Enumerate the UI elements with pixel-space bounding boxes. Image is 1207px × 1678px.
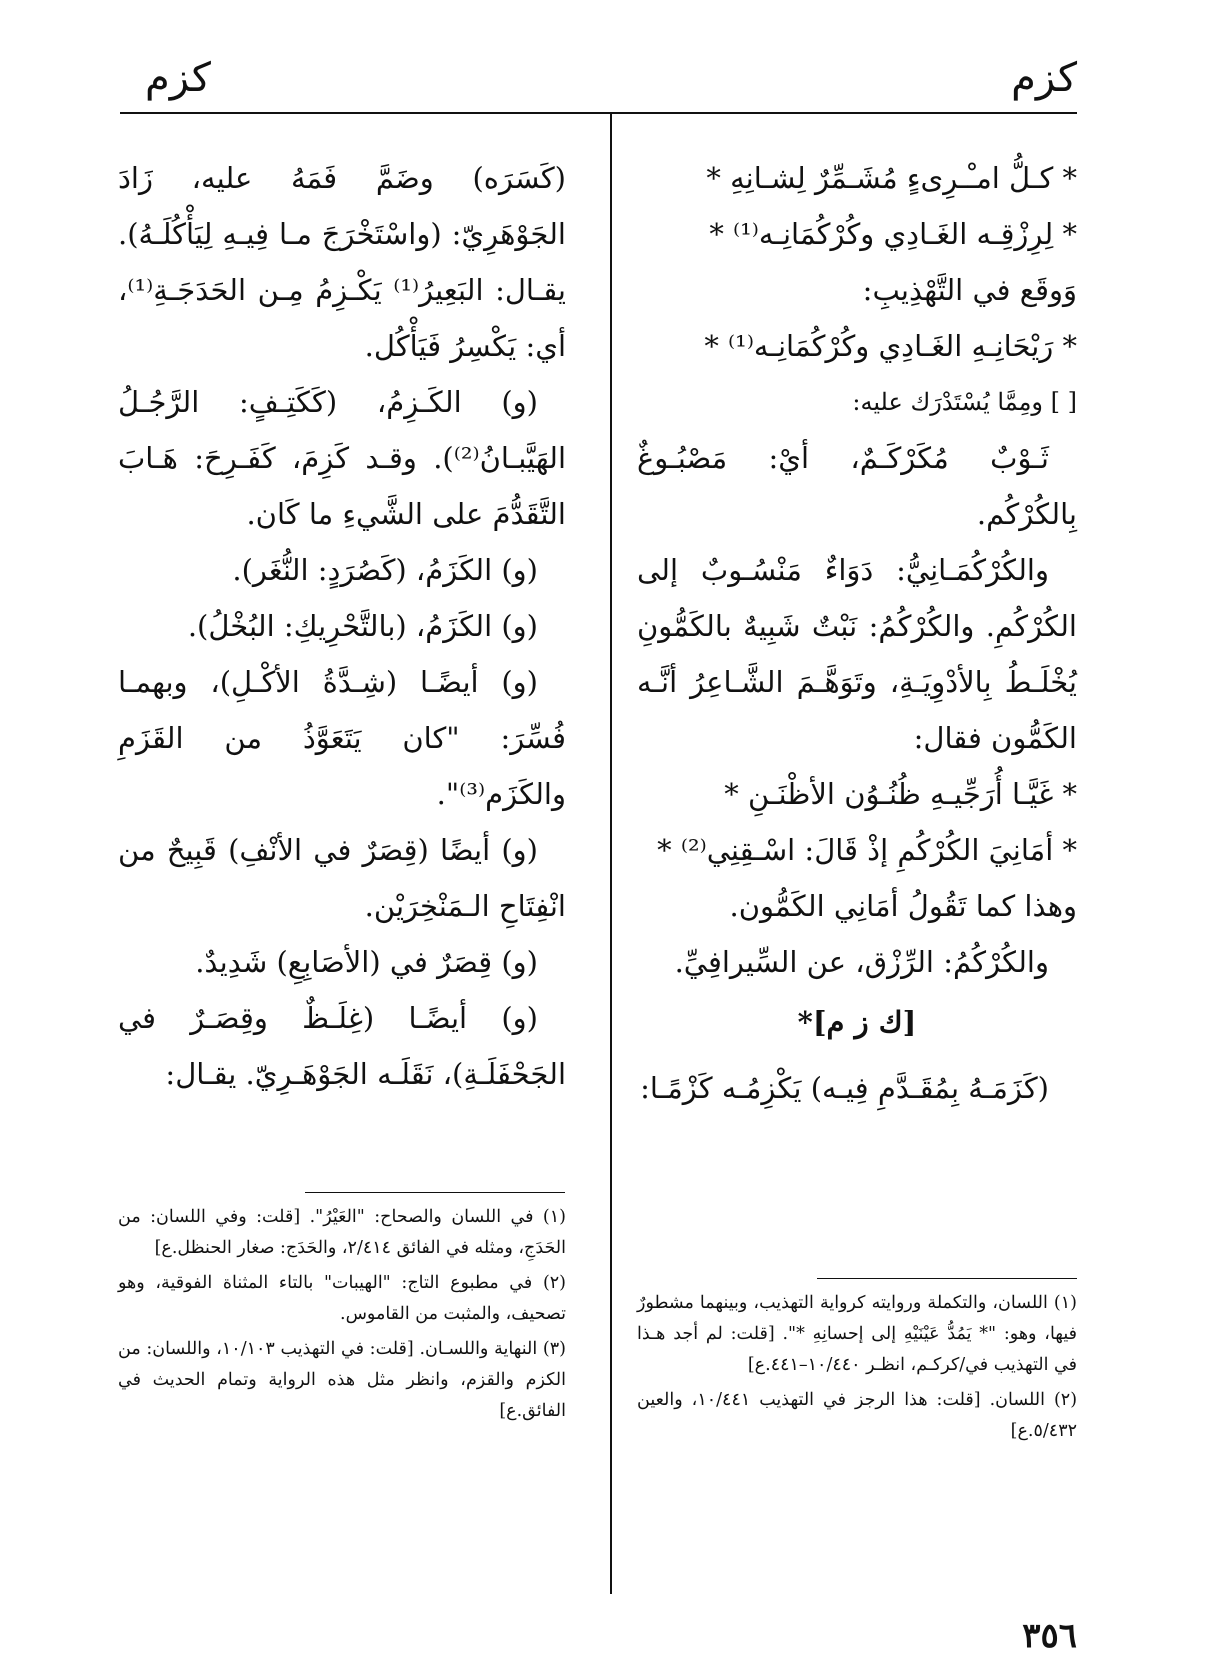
running-header-right: كزم (1011, 55, 1077, 101)
text-line: [ ] ومِمَّا يُسْتَدْرَك عليه: (852, 388, 1077, 416)
verse-line: * أمَانِيَ الكُرْكُمِ إذْ قَالَ: اسْـقِنِي⁽²⁾ * (657, 833, 1077, 867)
left-column (118, 150, 566, 1102)
paragraph: (كَسَرَه) وضَمَّ فَمَهُ عليه، زَادَ الجَوْهَرِيّ: (واسْتَخْرَجَ مـا فِيـهِ لِيَأْكُلَـهُ). يقـال: البَعِيرُ⁽¹⁾ يَكْـزِمُ مِـن الحَدَجَـةِ⁽¹⁾، أي: يَكْسِرُ فَيَأْكُل. (118, 161, 566, 363)
footnote: (١) في اللسان والصحاح: "العَيْرُ". [قلت: وفي اللسان: من الحَدَجِ، ومثله في الفائق ٢/٤١٤، والحَدَج: صغار الحنظل.ع] (118, 1207, 566, 1258)
paragraph: والكُرْكُمَـانِيُّ: دَوَاءٌ مَنْسُـوبٌ إلى الكُرْكُمِ. والكُرْكُمُ: نَبْتٌ شَبِيهٌ بالكَمُّونِ يُخْلَـطُ بِالأدْوِيَـةِ، وتَوَهَّـمَ الشَّـاعِرُ أنَّـه الكَمُّون فقال: (637, 553, 1077, 755)
verse-line: * رَيْحَانِـهِ الغَـادِي وكُرْكُمَانِـه⁽¹⁾ * (704, 329, 1077, 363)
footnote-rule-left (305, 1192, 565, 1193)
paragraph: (و) أيضًـا (شِـدَّةُ الأكْـلِ)، وبهمـا فُسِّرَ: "كان يَتَعَوَّذُ من القَزَمِ والكَزَم⁽³⁾". (118, 665, 566, 811)
paragraph: ثَـوْبٌ مُكَرْكَـمٌ، أيْ: مَصْبُـوغٌ بِالكُرْكُم. (637, 441, 1077, 531)
text-line: وهذا كما تَقُولُ أمَانِي الكَمُّون. (729, 889, 1077, 923)
verse-line: * غَيَّـا أُرَجِّيـهِ ظُنُـوُن الأظْنَـنِ * (724, 777, 1077, 811)
footnote: (٢) في مطبوع التاج: "الهيبات" بالتاء المثناة الفوقية، وهو تصحيف، والمثبت من القاموس. (118, 1273, 566, 1324)
verse-line: * كـلُّ امـْـرِىءٍ مُشَـمِّرٌ لِشـانِهِ * (706, 161, 1077, 195)
footnote-rule-right (817, 1278, 1077, 1279)
paragraph: (و) الكَزَمُ، (كَصُرَدٍ: النُّغَر). (232, 553, 538, 587)
text-line: وَوقَع في التَّهْذِيبِ: (862, 273, 1077, 307)
paragraph: (و) أيضًا (قِصَرٌ في الأنْفِ) قَبِيحٌ من انْفِتَاحِ الـمَنْخِرَيْن. (118, 833, 566, 923)
column-divider (610, 114, 612, 1594)
paragraph: (و) الكَـزِمُ، (كَكَتِـفٍ: الرَّجُـلُ الهَيَّبـانُ⁽²⁾). وقـد كَزِمَ، كَفَـرِحَ: هَـابَ التَّقَدُّمَ على الشَّيءِ ما كَان. (118, 385, 566, 531)
paragraph: (و) الكَزَمُ، (بالتَّحْرِيكِ: البُخْلُ). (187, 609, 538, 643)
paragraph: (و) قِصَرٌ في (الأصَابِعِ) شَدِيدٌ. (195, 945, 538, 979)
right-column (637, 150, 1077, 1116)
paragraph: (و) أيضًـا (غِلَـظٌ وقِصَـرٌ في الجَحْفَلَـةِ)، نَقَلَـه الجَوْهَـرِيّ. يقـال: (118, 1001, 566, 1091)
page-number: ٣٥٦ (1022, 1616, 1077, 1656)
header-rule (120, 112, 1077, 114)
running-header-left: كزم (145, 55, 211, 101)
footnote: (٣) النهاية واللسـان. [قلت: في التهذيب ١٠/١٠٣، واللسان: من الكزم والقزم، وانظر مثل هذه الرواية وتمام الحديث في الفائق.ع] (118, 1339, 566, 1421)
paragraph: (كَزَمَـهُ بِمُقَـدَّمِ فِيـه) يَكْزِمُـه كَزْمًـا: (640, 1071, 1049, 1105)
verse-line: * لِرِزْقِـه الغَـادِي وكُرْكُمَانِـه⁽¹⁾ * (709, 217, 1077, 251)
footnote: (١) اللسان، والتكملة وروايته كرواية التهذيب، وبينهما مشطورٌ فيها، وهو: "* يَمُدُّ عَيْنَيْهِ إلى إحسانِهِ *". [قلت: لم أجد هـذا في التهذيب في/كركـم، انظـر ١٠/٤٤٠–٤٤١.ع] (637, 1293, 1077, 1375)
paragraph: والكُرْكُمُ: الرِّزْق، عن السِّيرافِيِّ. (674, 945, 1049, 979)
footnotes-left (118, 1202, 566, 1431)
entry-heading: [ك ز م]* (797, 1005, 917, 1039)
footnote: (٢) اللسان. [قلت: هذا الرجز في التهذيب ١٠/٤٤١، والعين ٥/٤٣٢.ع] (637, 1390, 1078, 1441)
footnotes-right (637, 1288, 1077, 1451)
